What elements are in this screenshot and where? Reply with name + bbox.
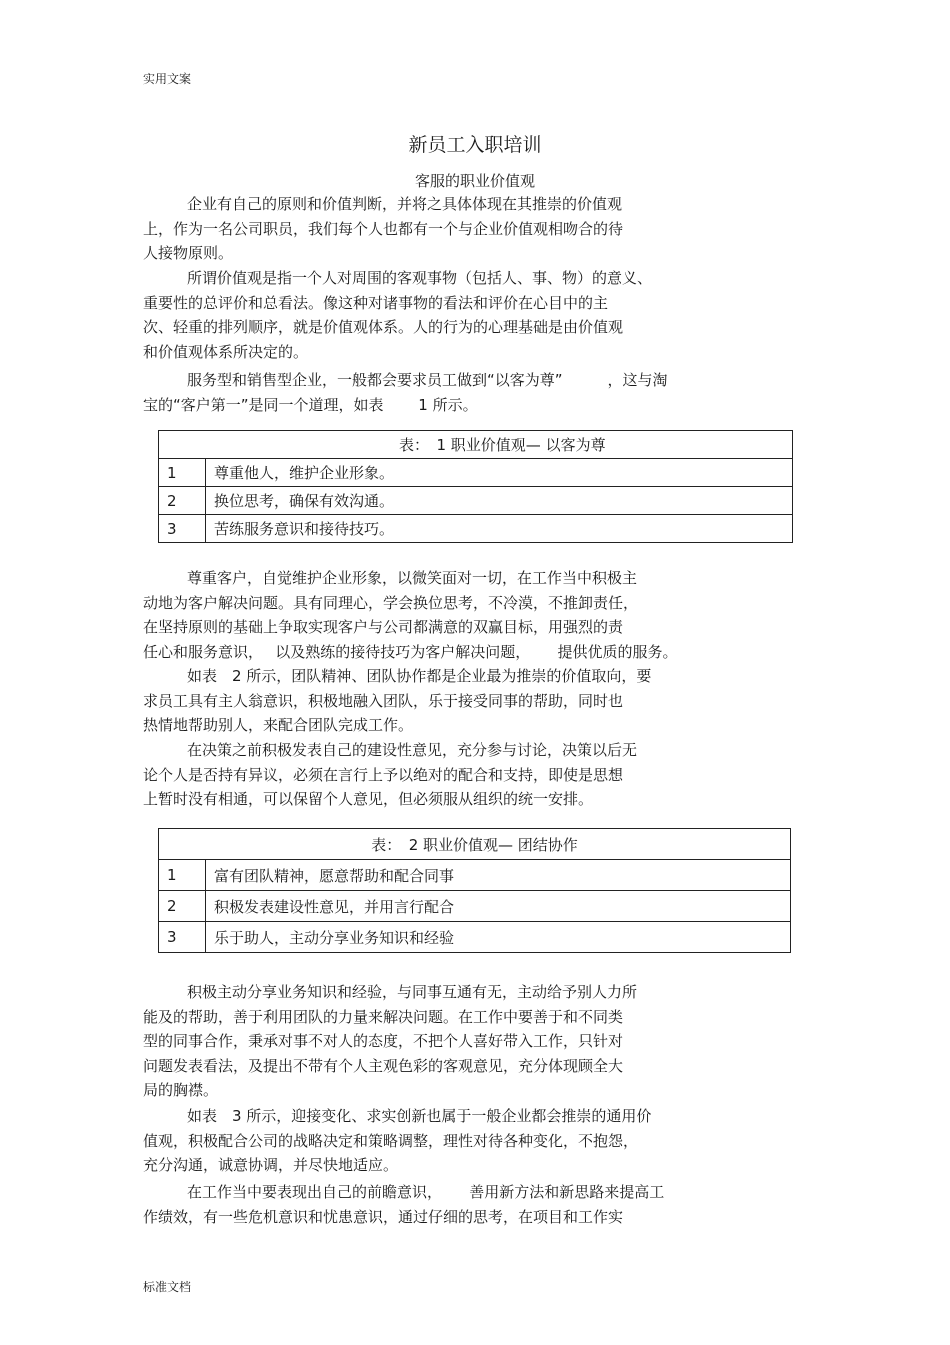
paragraph-9 (143, 1180, 664, 1229)
paragraph-2 (143, 266, 652, 364)
row-number: 1 (159, 860, 206, 891)
paragraph-3 (143, 368, 668, 417)
table-caption: 表： 2 职业价值观— 团结协作 (159, 829, 791, 860)
text-line: 充分沟通，诚意协调，并尽快地适应。 (143, 1156, 399, 1174)
table-caption: 表： 1 职业价值观— 以客为尊 (159, 431, 793, 459)
page-title: 新员工入职培训 (408, 134, 542, 156)
text-line: 宝的“客户第一”是同一个道理，如表 1 所示。 (143, 395, 478, 414)
paragraph-8 (143, 1104, 651, 1178)
row-text: 乐于助人，主动分享业务知识和经验 (206, 922, 791, 953)
text-line: 人接物原则。 (143, 244, 234, 262)
section-subtitle: 客服的职业价值观 (414, 172, 535, 190)
header-note: 实用文案 (143, 72, 192, 86)
text-line: 所谓价值观是指一个人对周围的客观事物（包括人、事、物）的意义、 (187, 269, 653, 287)
text-line: 值观，积极配合公司的战略决定和策略调整，理性对待各种变化，不抱怨， (143, 1131, 639, 1150)
text-line: 在决策之前积极发表自己的建设性意见，充分参与讨论，决策以后无 (187, 741, 638, 759)
text-line: 积极主动分享业务知识和经验，与同事互通有无，主动给予别人力所 (187, 983, 638, 1001)
text-line: 如表 3 所示，迎接变化、求实创新也属于一般企业都会推崇的通用价 (187, 1107, 652, 1125)
text-line: 上，作为一名公司职员，我们每个人也都有一个与企业价值观相吻合的待 (143, 219, 624, 238)
text-line: 次、轻重的排列顺序，就是价值观体系。人的行为的心理基础是由价值观 (143, 318, 624, 336)
text-line: 在坚持原则的基础上争取实现客户与公司都满意的双赢目标，用强烈的责 (143, 618, 624, 636)
text-line: 局的胸襟。 (143, 1081, 219, 1099)
row-number: 1 (159, 459, 206, 487)
text-line: 问题发表看法，及提出不带有个人主观色彩的客观意见，充分体现顾全大 (143, 1056, 624, 1075)
row-text: 换位思考，确保有效沟通。 (206, 487, 793, 515)
row-text: 苦练服务意识和接待技巧。 (206, 515, 793, 543)
text-line: 服务型和销售型企业，一般都会要求员工做到“以客为尊” ，这与淘 (187, 371, 668, 389)
text-line: 论个人是否持有异议，必须在言行上予以绝对的配合和支持，即使是思想 (143, 765, 624, 784)
text-line: 尊重客户，自觉维护企业形象，以微笑面对一切，在工作当中积极主 (187, 569, 638, 587)
table-caption-row (159, 829, 791, 860)
row-number: 3 (159, 515, 206, 543)
row-number: 3 (159, 922, 206, 953)
paragraph-7 (143, 980, 637, 1103)
paragraph-6 (143, 738, 637, 812)
text-line: 求员工具有主人翁意识，积极地融入团队，乐于接受同事的帮助，同时也 (143, 691, 624, 710)
text-line: 能及的帮助，善于利用团队的力量来解决问题。在工作中要善于和不同类 (143, 1007, 624, 1026)
table-row (159, 860, 791, 891)
footer-note: 标准文档 (143, 1280, 192, 1294)
text-line: 作绩效，有一些危机意识和忧患意识，通过仔细的思考，在项目和工作实 (143, 1207, 624, 1226)
row-text: 富有团队精神，愿意帮助和配合同事 (206, 860, 791, 891)
text-line: 企业有自己的原则和价值判断，并将之具体体现在其推崇的价值观 (187, 195, 623, 213)
text-line: 型的同事合作，秉承对事不对人的态度，不把个人喜好带入工作，只针对 (143, 1032, 624, 1050)
text-line: 在工作当中要表现出自己的前瞻意识， 善用新方法和新思路来提高工 (187, 1183, 665, 1201)
table-1 (158, 430, 793, 543)
text-line: 重要性的总评价和总看法。像这种对诸事物的看法和评价在心目中的主 (143, 293, 609, 312)
paragraph-4 (143, 566, 678, 664)
row-number: 2 (159, 891, 206, 922)
text-line: 任心和服务意识， 以及熟练的接待技巧为客户解决问题， 提供优质的服务。 (143, 642, 678, 661)
table-2 (158, 828, 791, 953)
table-row (159, 459, 793, 487)
text-line: 热情地帮助别人，来配合团队完成工作。 (143, 716, 414, 734)
table-row (159, 891, 791, 922)
row-number: 2 (159, 487, 206, 515)
table-row (159, 515, 793, 543)
table-row (159, 487, 793, 515)
text-line: 如表 2 所示，团队精神、团队协作都是企业最为推崇的价值取向，要 (187, 667, 652, 685)
text-line: 和价值观体系所决定的。 (143, 342, 309, 361)
text-line: 上暂时没有相通，可以保留个人意见，但必须服从组织的统一安排。 (143, 790, 594, 808)
paragraph-1 (143, 192, 623, 266)
text-line: 动地为客户解决问题。具有同理心，学会换位思考，不冷漠，不推卸责任， (143, 593, 639, 612)
row-text: 尊重他人，维护企业形象。 (206, 459, 793, 487)
paragraph-5 (143, 664, 651, 738)
table-row (159, 922, 791, 953)
row-text: 积极发表建设性意见，并用言行配合 (206, 891, 791, 922)
table-caption-row (159, 431, 793, 459)
